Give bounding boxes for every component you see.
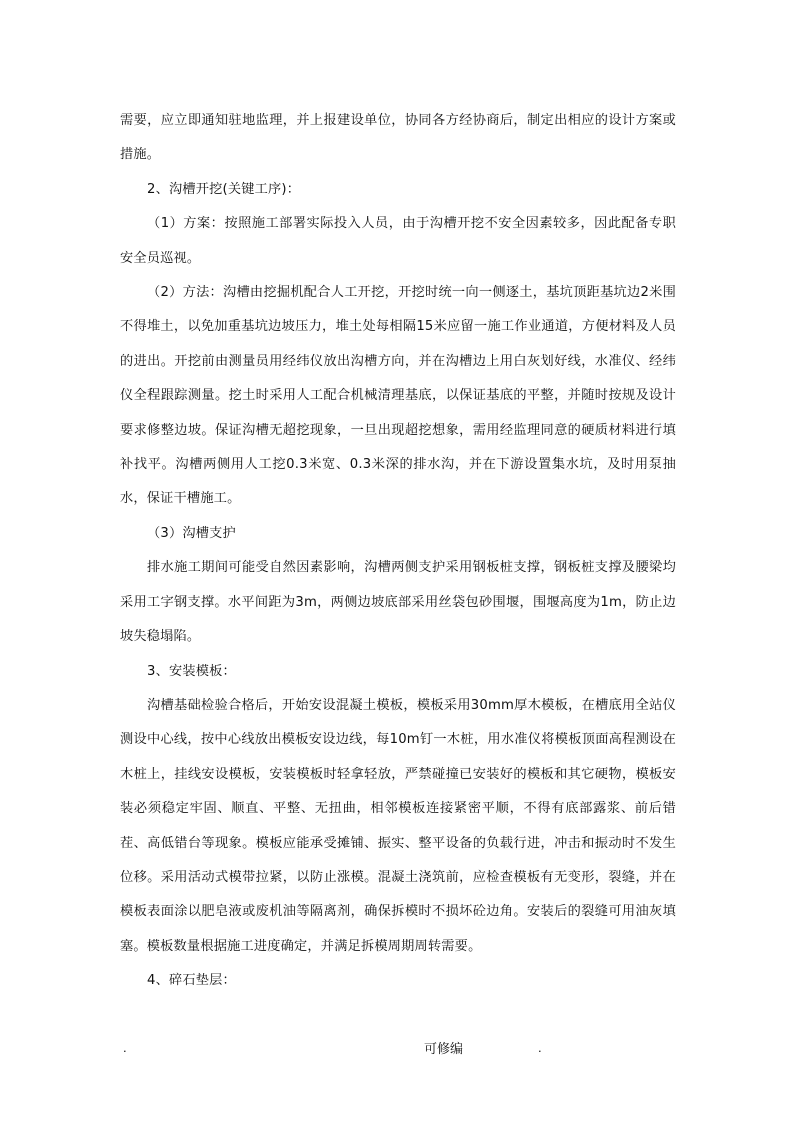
body-text <box>120 104 676 999</box>
page-footer <box>0 1038 794 1062</box>
subsection-heading: （3）沟槽支护 <box>147 525 236 541</box>
footer-left-mark: . <box>123 1040 127 1055</box>
footer-label: 可修编 <box>424 1041 464 1056</box>
paragraph: 沟槽基础检验合格后，开始安设混凝土模板，模板采用30mm厚木模板，在槽底用全站仪测设中心线，按中心线放出模板安设边线，每10m钉一木桩，用水准仪将模板顶面高程测设在木桩上，挂线安设模板，安装模板时轻拿轻放，严禁碰撞已安装好的模板和其它硬物，模板安装必须稳定牢固、顺直、平整、无扭曲，相邻模板连接紧密平顺，不得有底部露浆、前后错茬、高低错台等现象。模板应能承受摊铺、振实、整平设备的负载行进，冲击和振动时不发生位移。采用活动式模带拉紧，以防止涨模。混凝土浇筑前，应检查模板有无变形，裂缝，并在模板表面涂以肥皂液或废机油等隔离剂，确保拆模时不损坏砼边角。安装后的裂缝可用油灰填塞。模板数量根据施工进度确定，并满足拆模周期周转需要。 <box>120 697 676 954</box>
section-heading: 2、沟槽开挖(关键工序)： <box>147 181 301 197</box>
section-heading: 4、碎石垫层： <box>147 973 236 989</box>
paragraph: （2）方法：沟槽由挖掘机配合人工开挖，开挖时统一向一侧逐土，基坑顶距基坑边2米围不得堆土，以免加重基坑边坡压力，堆土处每相隔15米应留一施工作业通道，方便材料及人员的进出。开挖前由测量员用经纬仪放出沟槽方向，并在沟槽边上用白灰划好线，水准仪、经纬仪全程跟踪测量。挖土时采用人工配合机械清理基底，以保证基底的平整，并随时按规及设计要求修整边坡。保证沟槽无超挖现象，一旦出现超挖想象，需用经监理同意的硬质材料进行填补找平。沟槽两侧用人工挖0.3米宽、0.3米深的排水沟，并在下游设置集水坑，及时用泵抽水，保证干槽施工。 <box>120 285 676 507</box>
paragraph: 需要，应立即通知驻地监理，并上报建设单位，协同各方经协商后，制定出相应的设计方案或措施。 <box>120 113 676 163</box>
paragraph: （1）方案：按照施工部署实际投入人员，由于沟槽开挖不安全因素较多，因此配备专职安全员巡视。 <box>120 216 676 266</box>
paragraph: 排水施工期间可能受自然因素影响，沟槽两侧支护采用钢板桩支撑，钢板桩支撑及腰梁均采用工字钢支撑。水平间距为3m，两侧边坡底部采用丝袋包砂围堰，围堰高度为1m，防止边坡失稳塌陷。 <box>120 560 676 645</box>
footer-right-mark: . <box>538 1040 542 1055</box>
section-heading: 3、安装模板： <box>147 663 236 679</box>
